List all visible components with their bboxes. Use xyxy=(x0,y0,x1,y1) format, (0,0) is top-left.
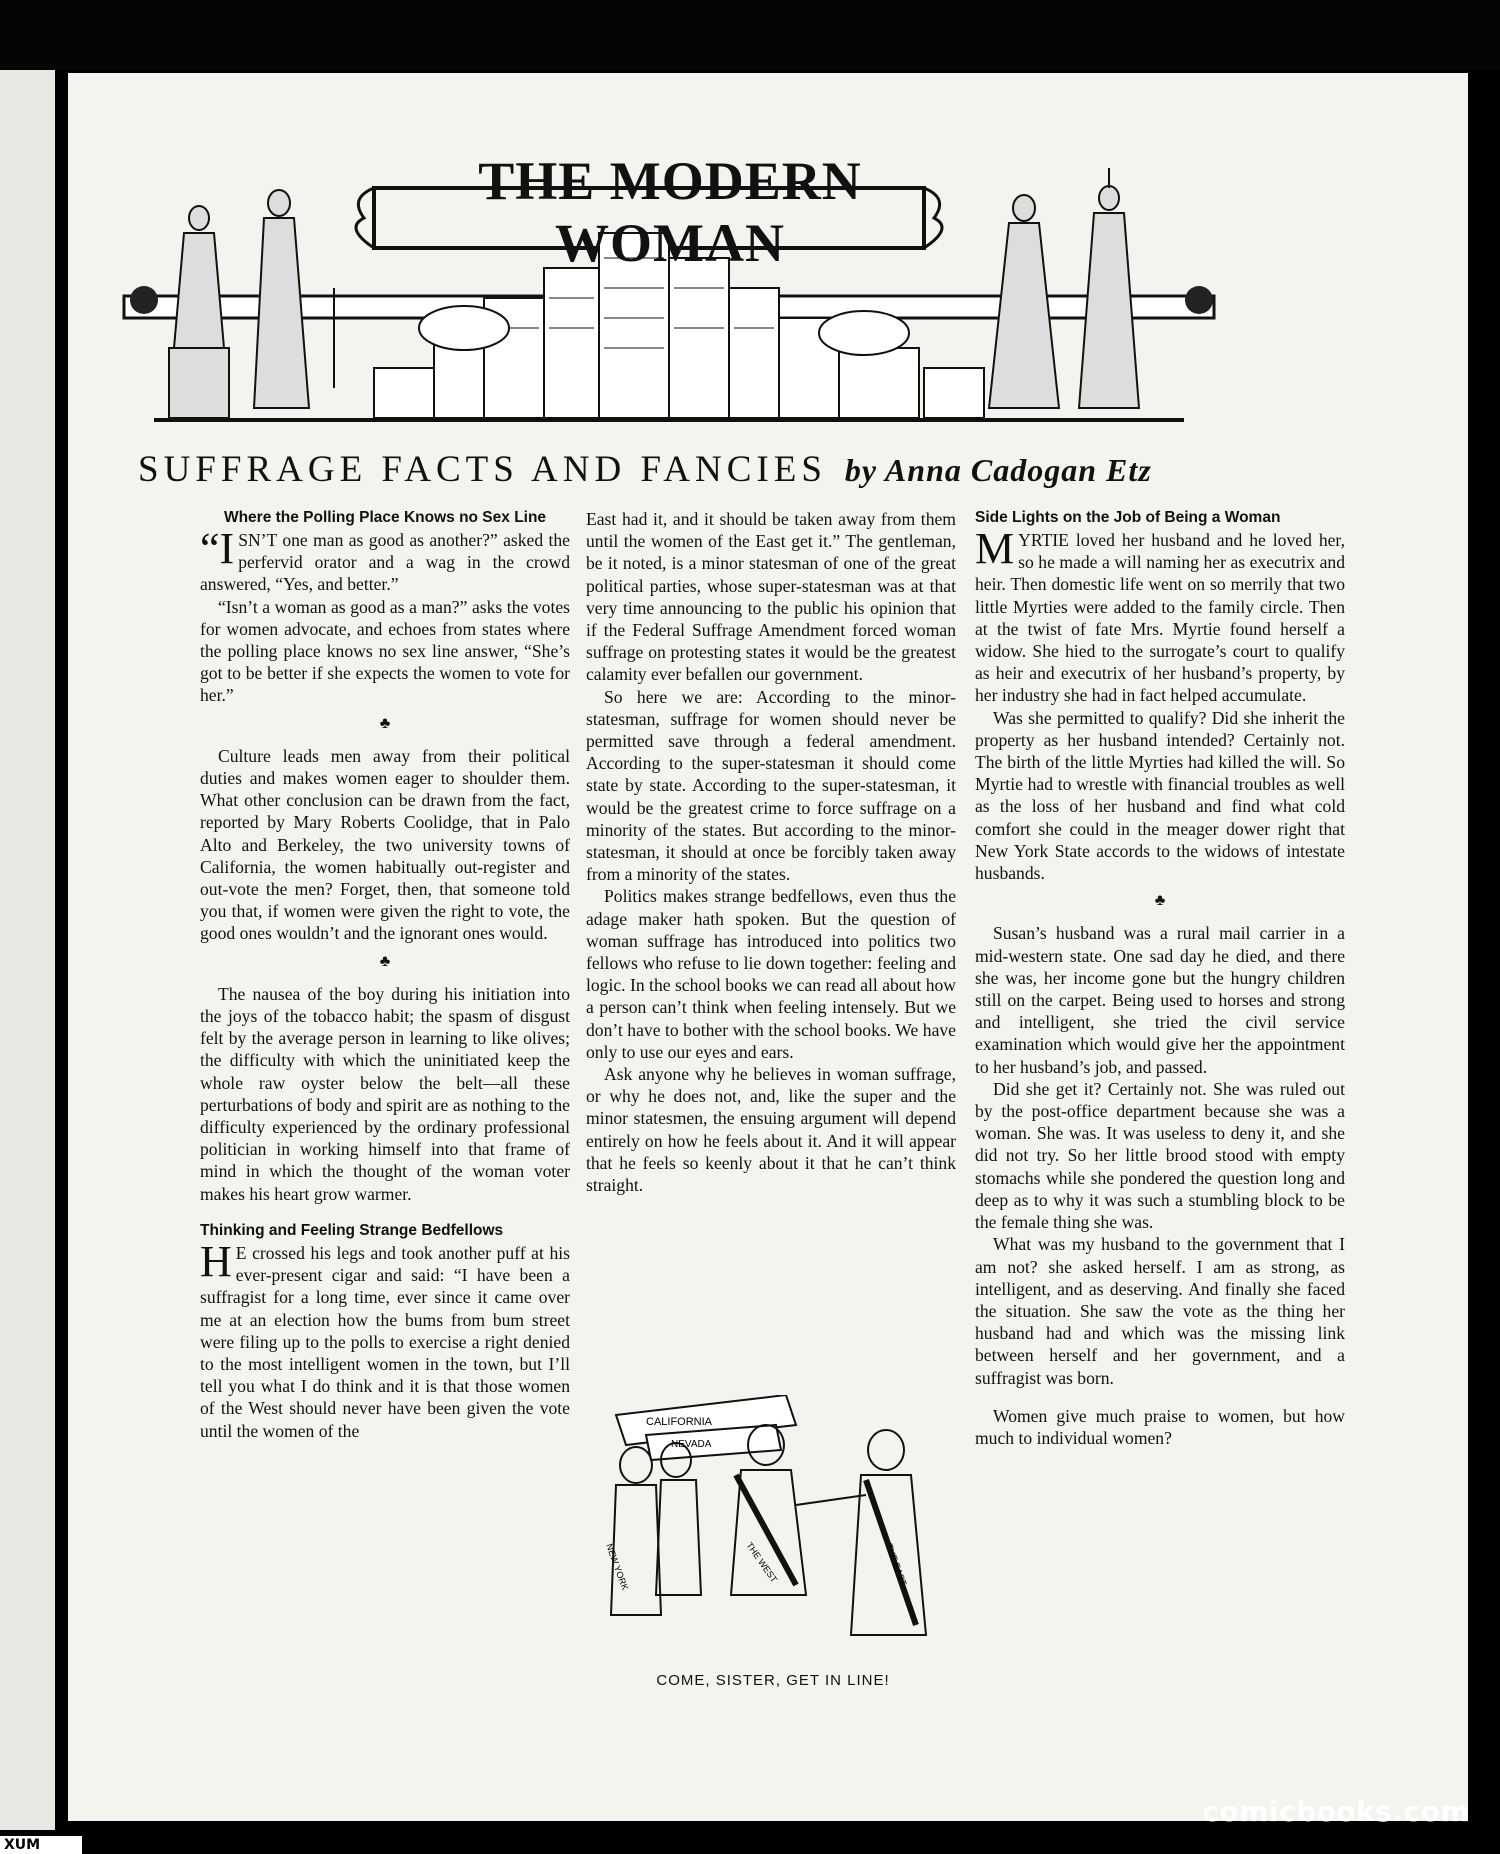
paragraph: “Isn’t a woman as good as a man?” asks the votes for women advocate, and echoes from states where the polling place knows no sex line answer, “She’s got to be better if she expects the women to vote for her.” xyxy=(200,596,570,706)
paragraph-text: SN’T one man as good as another?” asked the perfervid orator and a wag in the crowd answered, “Yes, and better.” xyxy=(200,530,570,595)
article-headline: SUFFRAGE FACTS AND FANCIES xyxy=(138,449,827,490)
paragraph: Did she get it? Certainly not. She was ruled out by the post-office department because she was a woman. She was. It was useless to deny it, and she did not try. So her little brood stood with empty stomachs while she pondered the question long and deep as to why it was such a stumbling block to be the female thing she was. xyxy=(975,1078,1345,1233)
paragraph: Women give much praise to women, but how much to individual women? xyxy=(975,1405,1345,1448)
paragraph: What was my husband to the government that I am not? she asked herself. I am as strong, as intelligent, and as deserving. And finally she faced the situation. She saw the vote as the thing her husband had and which was the missing link between herself and her government, and a suffragist was born. xyxy=(975,1234,1345,1388)
club-ornament-icon: ♣ xyxy=(379,952,391,970)
paragraph xyxy=(200,1236,570,1442)
paragraph: Susan’s husband was a rural mail carrier in a mid-western state. One sad day he died, and there she was, her income gone but the hungry children still on the carpet. Being used to horses and strong and intelligent, she tried the civil service examination which would give her the appointment to her husband’s job, and passed. xyxy=(975,923,1345,1077)
subheading: Thinking and Feeling Strange Bedfellows xyxy=(200,1221,504,1239)
cartoon-label: NEVADA xyxy=(671,1439,712,1450)
drop-cap: M xyxy=(975,524,1015,573)
drop-cap: “I xyxy=(200,524,235,573)
corner-stamp: XUM xyxy=(0,1836,82,1854)
paragraph: Politics makes strange bedfellows, even thus the adage maker hath spoken. But the question of woman suffrage has introduced into politics two fellows who refuse to lie down together: feeling and logic. In the school books we can read all about how a person can’t think when feeling intensely. But we don’t have to bother with the school books. We have only to use our eyes and ears. xyxy=(586,886,956,1062)
section-title: THE MODERN WOMAN xyxy=(478,151,862,273)
paragraph: The nausea of the boy during his initiation into the joys of the tobacco habit; the spasm of disgust felt by the average person in learning to like olives; the difficulty with which the uninitiated keep the whole raw oyster below the belt—all these perturbations of body and spirit are as nothing to the difficulty experienced by the ordinary professional politician in working himself into that frame of mind in which the thought of the woman voter makes his heart grow warmer. xyxy=(200,983,570,1204)
paragraph: East had it, and it should be taken away from them until the women of the East get it.” The gentleman, be it noted, is a minor statesman of one of the great political parties, whose super-statesman was at that very time announcing to the public his opinion that if the Federal Suffrage Amendment forced woman suffrage on protesting states it would be the greatest calamity ever befallen our government. xyxy=(586,509,956,685)
previous-page-edge xyxy=(0,70,55,1830)
cartoon-illustration xyxy=(586,1395,960,1655)
column-3 xyxy=(975,508,1345,1449)
headline-row xyxy=(138,448,1348,498)
paragraph: Ask anyone why he believes in woman suffrage, or why he does not, and, like the super and the minor statesmen, the ensuing argument will depend entirely on how he feels about it. And it will appear that he feels so keenly about it that he can’t think straight. xyxy=(586,1064,956,1196)
subheading: Side Lights on the Job of Being a Woman xyxy=(975,509,1281,526)
cartoon-artwork xyxy=(586,1395,960,1655)
cartoon-label: THE WEST xyxy=(744,1540,780,1585)
column-2 xyxy=(586,508,956,1196)
paragraph-text: YRTIE loved her husband and he loved her, so he made a will naming her as executrix and heir. Then domestic life went on so merrily that two little Myrties were added to the family circle. Then at the twist of fate Mrs. Myrtie found herself a widow. She hied to the surrogate’s court to qualify as heir and executrix of her husband’s property, by her industry she had in fact helped accumulate. xyxy=(975,530,1345,706)
scan-border xyxy=(0,0,1500,70)
paragraph: So here we are: According to the minor-statesman, suffrage for women should never be permitted save through a federal amendment. According to the super-statesman it should come state by state. According to the super-statesman, it would be the greatest crime to force suffrage on a minority of the states. But according to the minor-statesman, it should at once be forcibly taken away from a minority of the states. xyxy=(586,686,956,885)
cartoon-caption: COME, SISTER, GET IN LINE! xyxy=(656,1672,890,1689)
paragraph: Was she permitted to qualify? Did she inherit the property as her husband intended? Certainly not. The birth of the little Myrties had killed the will. So Myrtie had to wrestle with financial troubles as well as the loss of her husband and find what cold comfort she could in the meager dower right that New York State accords to the widows of intestate husbands. xyxy=(975,707,1345,884)
subheading: Where the Polling Place Knows no Sex Line xyxy=(223,509,547,526)
cartoon-label: THE EAST xyxy=(884,1542,909,1588)
club-ornament-icon: ♣ xyxy=(379,714,391,732)
site-watermark: comicbooks.com xyxy=(1202,1795,1470,1828)
club-ornament-icon: ♣ xyxy=(1154,892,1166,910)
paragraph: Culture leads men away from their political duties and makes women eager to shoulder them. What other conclusion can be drawn from the fact, reported by Mary Roberts Coolidge, that in Palo Alto and Berkeley, the two university towns of California, the women habitually out-register and out-vote the men? Forget, then, that someone told you that, if women were given the right to vote, the good ones wouldn’t and the ignorant ones would. xyxy=(200,745,570,944)
paragraph-text: E crossed his legs and took another puff at his ever-present cigar and said: “I have been a suffragist for a long time, ever since it came over me at an election how the bums from bum street were filing up to the polls to exercise a right denied to the most intelligent women in the town, but I’ll tell you what I do think and it is that those women of the West should never have been given the vote until the women of the xyxy=(200,1242,570,1441)
paragraph xyxy=(200,524,570,596)
drop-cap: H xyxy=(200,1236,232,1286)
cartoon-label: CALIFORNIA xyxy=(646,1416,713,1428)
article-byline: by Anna Cadogan Etz xyxy=(844,452,1152,488)
cartoon-label: NEW YORK xyxy=(604,1542,631,1592)
column-1 xyxy=(200,508,570,1442)
paragraph xyxy=(975,524,1345,707)
